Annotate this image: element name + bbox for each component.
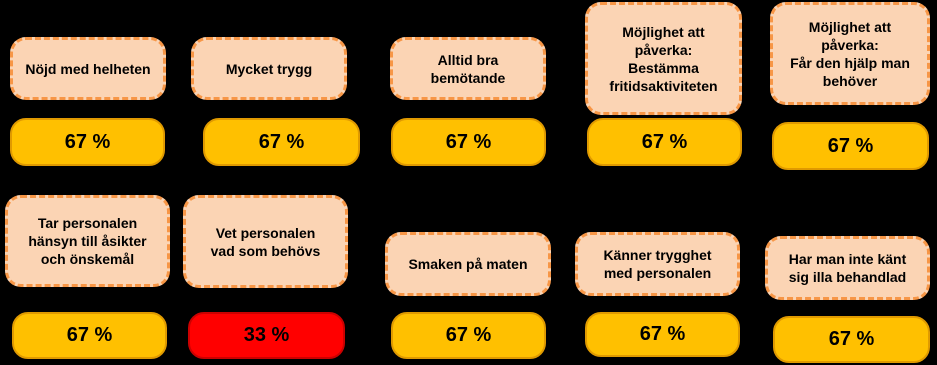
- indicator-value-nojd-helheten: 67 %: [10, 118, 165, 166]
- indicator-label-illa-behandlad: Har man inte känt sig illa behandlad: [765, 236, 930, 300]
- indicator-value-vet-personalen: 33 %: [188, 312, 345, 359]
- indicator-value-far-hjalp: 67 %: [772, 122, 929, 170]
- indicator-label-nojd-helheten: Nöjd med helheten: [10, 37, 166, 100]
- indicator-label-hansyn-asikter: Tar personalen hänsyn till åsikter och önskemål: [5, 195, 170, 287]
- indicator-label-mycket-trygg: Mycket trygg: [191, 37, 347, 100]
- indicator-value-alltid-bra-bemotande: 67 %: [391, 118, 546, 166]
- indicator-label-vet-personalen: Vet personalen vad som behövs: [183, 195, 348, 288]
- indicator-value-smaken-maten: 67 %: [391, 312, 546, 359]
- indicator-value-bestamma-fritid: 67 %: [587, 118, 742, 166]
- indicator-label-trygghet-personalen: Känner trygghet med personalen: [575, 232, 740, 296]
- indicator-value-hansyn-asikter: 67 %: [12, 312, 167, 359]
- indicator-value-trygghet-personalen: 67 %: [585, 312, 740, 357]
- indicator-label-far-hjalp: Möjlighet att påverka: Får den hjälp man behöver: [770, 2, 930, 105]
- indicator-label-bestamma-fritid: Möjlighet att påverka: Bestämma fritidsaktiviteten: [585, 2, 742, 115]
- indicator-label-smaken-maten: Smaken på maten: [385, 232, 551, 296]
- indicator-value-mycket-trygg: 67 %: [203, 118, 360, 166]
- indicator-label-alltid-bra-bemotande: Alltid bra bemötande: [390, 37, 546, 100]
- indicator-value-illa-behandlad: 67 %: [773, 316, 930, 363]
